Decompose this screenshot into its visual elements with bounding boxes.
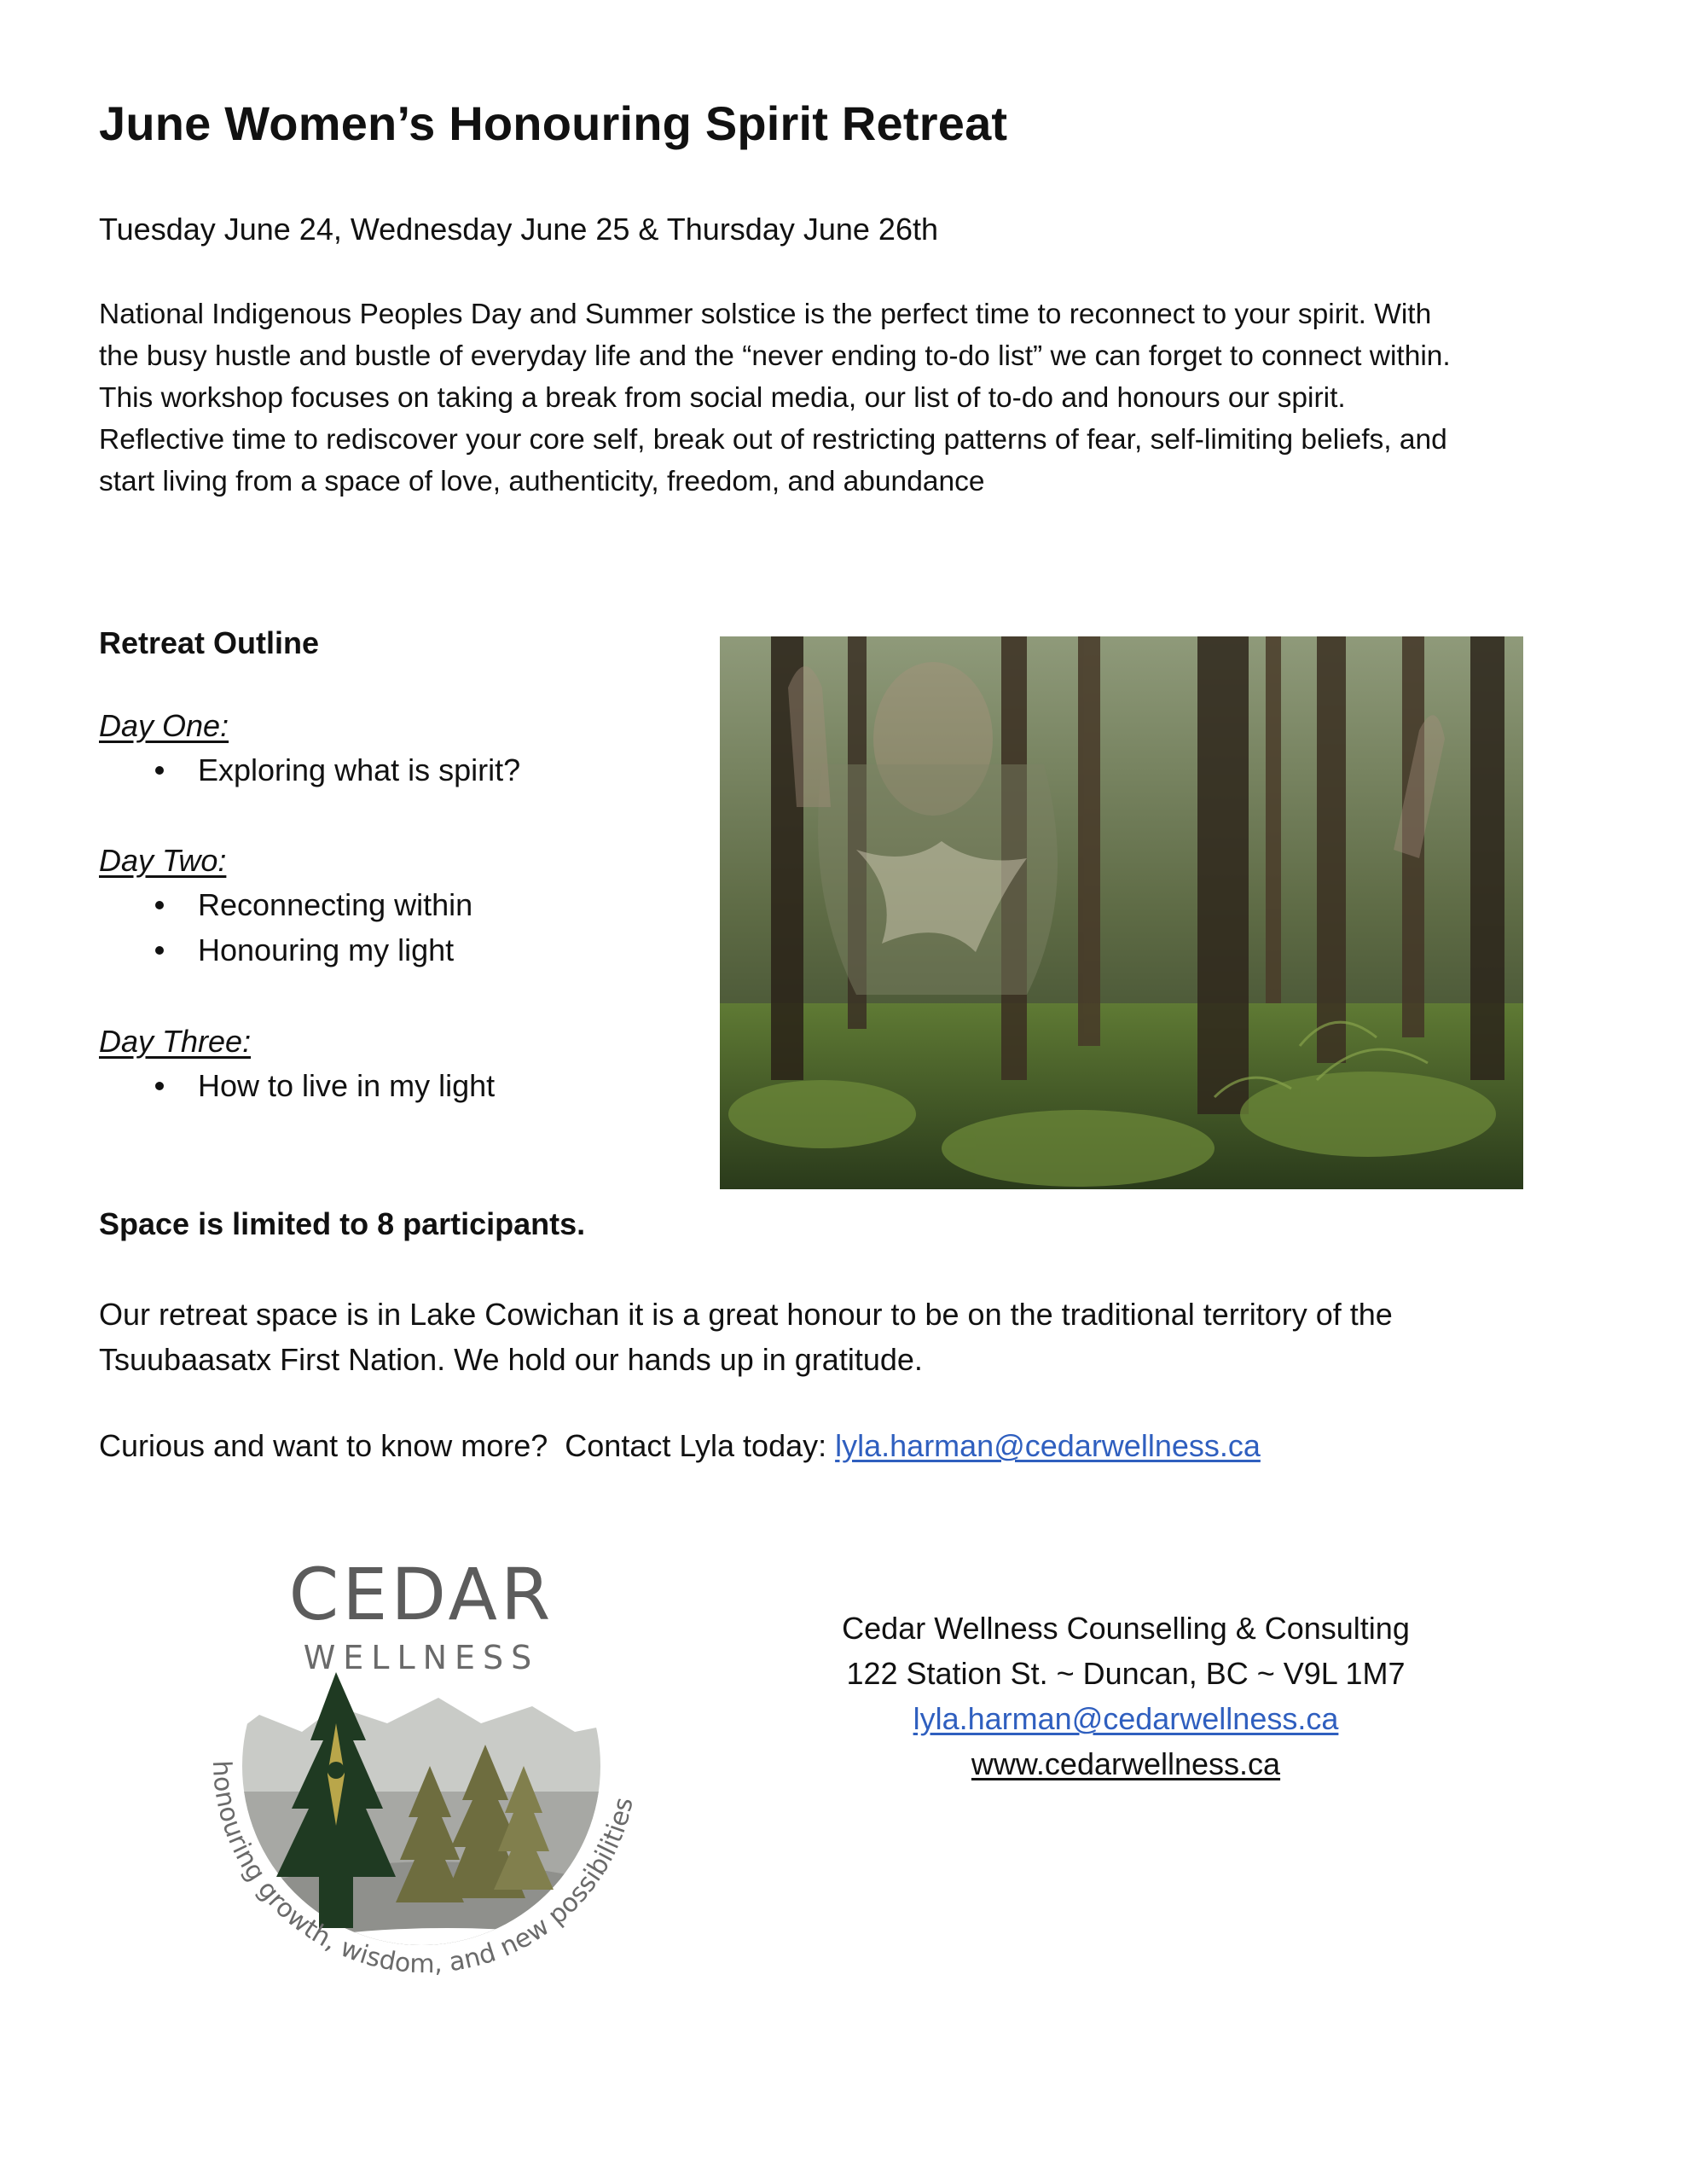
intro-line: start living from a space of love, authenticity, freedom, and abundance — [99, 466, 985, 497]
business-name: Cedar Wellness Counselling & Consulting — [842, 1611, 1410, 1646]
list-item-text: Exploring what is spirit? — [198, 752, 521, 787]
territory-line: Tsuubaasatx First Nation. We hold our hands up in gratitude. — [99, 1342, 923, 1377]
bullet-icon — [155, 766, 164, 775]
list-item — [148, 882, 472, 927]
space-limited-note: Space is limited to 8 participants. — [99, 1206, 586, 1241]
intro-line: Reflective time to rediscover your core self, break out of restricting patterns of fear, self-limiting beliefs, and — [99, 424, 1447, 456]
logo-tagline: honouring growth, wisdom, and new possibilities — [206, 1759, 640, 1980]
retreat-dates: Tuesday June 24, Wednesday June 25 & Thursday June 26th — [99, 212, 938, 247]
list-item — [148, 927, 472, 973]
logo-name: CEDAR — [288, 1553, 554, 1636]
contact-email-link[interactable]: lyla.harman@cedarwellness.ca — [913, 1701, 1339, 1736]
day-three-list — [148, 1063, 495, 1108]
list-item-text: How to live in my light — [198, 1068, 496, 1103]
intro-line: National Indigenous Peoples Day and Summer solstice is the perfect time to reconnect to your spirit. With — [99, 299, 1432, 330]
territory-line: Our retreat space is in Lake Cowichan it is a great honour to be on the traditional territory of the — [99, 1297, 1393, 1332]
retreat-outline-heading: Retreat Outline — [99, 625, 320, 660]
bullet-icon — [155, 901, 164, 909]
day-one-list — [148, 747, 520, 793]
intro-paragraph — [99, 293, 1600, 502]
bullet-icon — [155, 946, 164, 955]
day-two-list — [148, 882, 472, 973]
contact-details — [733, 1606, 1518, 1786]
list-item-text: Reconnecting within — [198, 887, 473, 922]
day-three-label: Day Three: — [99, 1024, 252, 1059]
business-address: 122 Station St. ~ Duncan, BC ~ V9L 1M7 — [846, 1656, 1406, 1691]
page-title: June Women’s Honouring Spirit Retreat — [99, 96, 1008, 150]
day-one-label: Day One: — [99, 708, 229, 743]
bullet-icon — [155, 1082, 164, 1090]
list-item-text: Honouring my light — [198, 932, 455, 967]
forest-spirit-photo — [720, 636, 1523, 1189]
logo-subtitle: WELLNESS — [303, 1639, 540, 1676]
contact-email-link[interactable]: lyla.harman@cedarwellness.ca — [835, 1428, 1261, 1463]
territory-paragraph — [99, 1292, 1600, 1382]
forest-photo-illustration — [720, 636, 1523, 1189]
contact-line — [99, 1428, 1261, 1464]
intro-line: This workshop focuses on taking a break from social media, our list of to-do and honours our spirit. — [99, 382, 1346, 414]
website-link[interactable]: www.cedarwellness.ca — [971, 1746, 1281, 1781]
logo-graphic — [191, 1553, 652, 1996]
intro-line: the busy hustle and bustle of everyday life and the “never ending to-do list” we can forget to connect within. — [99, 340, 1451, 372]
list-item — [148, 1063, 495, 1108]
list-item — [148, 747, 520, 793]
day-two-label: Day Two: — [99, 843, 227, 878]
cedar-wellness-logo — [191, 1553, 652, 1996]
contact-prompt: Curious and want to know more? Contact Lyla today: — [99, 1428, 836, 1463]
